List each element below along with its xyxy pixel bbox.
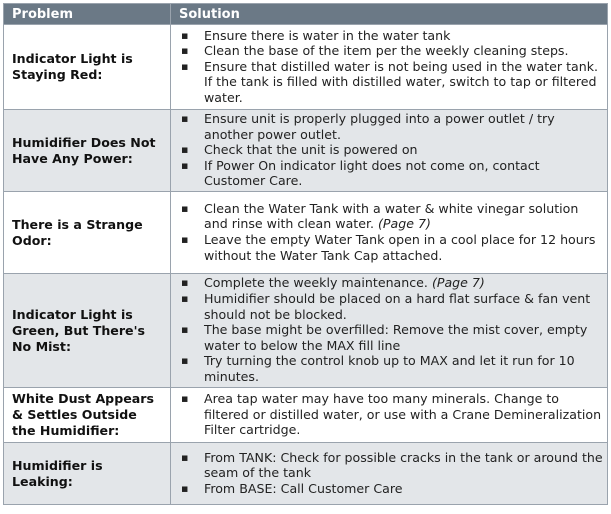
- list-item: [179, 391, 603, 438]
- problem-cell: Humidifier is Leaking:: [4, 443, 171, 505]
- bullet-icon: ▪: [181, 233, 189, 246]
- list-item: [179, 111, 603, 142]
- solution-column-header: Solution: [171, 4, 608, 25]
- solution-text: Ensure there is water in the water tank: [204, 27, 451, 43]
- list-item: [179, 353, 603, 384]
- bullet-icon: ▪: [181, 292, 189, 306]
- solution-list: [179, 111, 603, 189]
- solution-text: Leave the empty Water Tank open in a cool place for 12 hours without the Water Tank Cap attached.: [204, 232, 596, 263]
- list-item: [179, 291, 603, 322]
- problem-cell: There is a Strange Odor:: [4, 192, 171, 274]
- solution-text: Ensure unit is properly plugged into a power outlet / try another power outlet.: [204, 111, 555, 142]
- solution-text: Complete the weekly maintenance.: [204, 275, 432, 291]
- problem-cell: Indicator Light is Green, But There's No Mist:: [4, 274, 171, 388]
- solution-text: Try turning the control knob up to MAX and let it run for 10 minutes.: [204, 353, 575, 384]
- page-reference: (Page 7): [378, 216, 431, 232]
- list-item: [179, 201, 603, 232]
- problem-cell: Indicator Light is Staying Red:: [4, 25, 171, 110]
- table-row: [4, 388, 608, 443]
- table-row: [4, 25, 608, 110]
- list-item: [179, 142, 603, 158]
- solution-cell: [171, 443, 608, 505]
- list-item: [179, 43, 603, 59]
- solution-list: [179, 391, 603, 438]
- solution-cell: [171, 192, 608, 274]
- list-item: [179, 450, 603, 481]
- table-row: [4, 274, 608, 388]
- list-item: [179, 158, 603, 189]
- solution-text: Clean the Water Tank with a water & white vinegar solution and rinse with clean water.: [204, 200, 579, 232]
- table-row: [4, 443, 608, 505]
- table-row: [4, 110, 608, 192]
- solution-text: From BASE: Call Customer Care: [204, 480, 403, 496]
- bullet-icon: ▪: [181, 392, 189, 406]
- solution-list: [179, 450, 603, 497]
- solution-list: [179, 275, 603, 384]
- solution-text: Area tap water may have too many minerals. Change to filtered or distilled water, or use with a Crane Demineralization Filter cartridge.: [204, 391, 602, 438]
- bullet-icon: ▪: [181, 323, 189, 337]
- solution-text: Clean the base of the item per the weekly cleaning steps.: [204, 43, 569, 59]
- list-item: [179, 275, 603, 291]
- problem-column-header: Problem: [4, 4, 171, 25]
- solution-text: Ensure that distilled water is not being used in the water tank. If the tank is filled with distilled water, switch to tap or filtered water.: [204, 58, 599, 105]
- solution-list: [179, 201, 603, 263]
- problem-cell: White Dust Appears & Settles Outside the Humidifier:: [4, 388, 171, 443]
- solution-list: [179, 28, 603, 106]
- list-item: [179, 322, 603, 353]
- list-item: [179, 28, 603, 44]
- solution-text: The base might be overfilled: Remove the mist cover, empty water to below the MAX fill line: [204, 322, 588, 353]
- bullet-icon: ▪: [181, 59, 189, 73]
- table-row: [4, 192, 608, 274]
- bullet-icon: ▪: [181, 450, 189, 464]
- bullet-icon: ▪: [181, 481, 189, 495]
- header-row: [4, 4, 608, 25]
- problem-cell: Humidifier Does Not Have Any Power:: [4, 110, 171, 192]
- list-item: [179, 59, 603, 106]
- solution-cell: [171, 274, 608, 388]
- solution-text: Check that the unit is powered on: [204, 142, 418, 158]
- solution-cell: [171, 25, 608, 110]
- bullet-icon: ▪: [181, 44, 189, 58]
- bullet-icon: ▪: [181, 354, 189, 368]
- bullet-icon: ▪: [181, 112, 189, 126]
- table-body: [4, 25, 608, 505]
- solution-text: If Power On indicator light does not come on, contact Customer Care.: [204, 157, 540, 189]
- troubleshooting-table: [3, 3, 608, 505]
- bullet-icon: ▪: [181, 158, 189, 172]
- solution-text: Humidifier should be placed on a hard flat surface & fan vent should not be blocked.: [204, 291, 591, 322]
- solution-cell: [171, 388, 608, 443]
- solution-text: From TANK: Check for possible cracks in the tank or around the seam of the tank: [204, 449, 603, 481]
- bullet-icon: ▪: [181, 143, 189, 157]
- bullet-icon: ▪: [181, 201, 189, 215]
- list-item: [179, 232, 603, 263]
- page-reference: (Page 7): [431, 275, 485, 291]
- solution-cell: [171, 110, 608, 192]
- bullet-icon: ▪: [181, 276, 189, 290]
- bullet-icon: ▪: [181, 28, 189, 42]
- list-item: [179, 481, 603, 497]
